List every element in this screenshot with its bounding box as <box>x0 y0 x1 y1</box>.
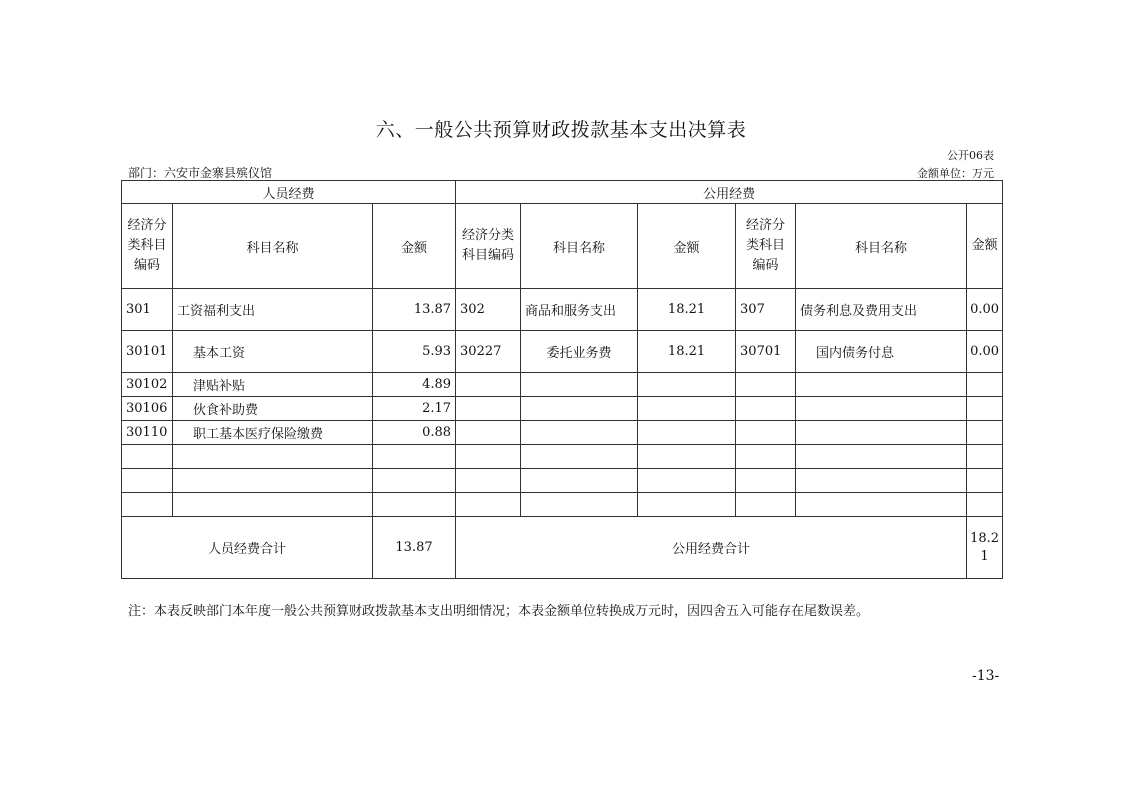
header-personnel-name: 科目名称 <box>173 204 373 289</box>
cell-personnel-amount: 5.93 <box>373 331 456 373</box>
cell-empty <box>456 373 521 397</box>
cell-public-amount-1: 18.21 <box>638 331 736 373</box>
footnote: 注：本表反映部门本年度一般公共预算财政拨款基本支出明细情况；本表金额单位转换成万元时，因四舍五入可能存在尾数误差。 <box>128 604 870 619</box>
cell-empty <box>796 397 967 421</box>
cell-personnel-amount: 2.17 <box>373 397 456 421</box>
cell-empty <box>521 397 638 421</box>
cell-personnel-amount: 0.88 <box>373 421 456 445</box>
cell-empty <box>967 421 1003 445</box>
cell-empty <box>638 397 736 421</box>
form-number: 公开06表 <box>947 149 994 162</box>
cell-personnel-name: 伙食补助费 <box>173 397 373 421</box>
cell-empty <box>967 373 1003 397</box>
cell-public-name-1: 商品和服务支出 <box>521 289 638 331</box>
group-personnel: 人员经费 <box>122 181 456 204</box>
cell-public-name-2: 债务利息及费用支出 <box>796 289 967 331</box>
cell-public-name-2: 国内债务付息 <box>796 331 967 373</box>
cell-personnel-code: 301 <box>122 289 173 331</box>
department-label: 部门：六安市金寨县殡仪馆 <box>128 166 273 180</box>
cell-public-code-1: 30227 <box>456 331 521 373</box>
cell-personnel-name: 津贴补贴 <box>173 373 373 397</box>
cell-empty <box>638 373 736 397</box>
unit-label: 金额单位：万元 <box>917 167 994 180</box>
cell-personnel-name: 工资福利支出 <box>173 289 373 331</box>
cell-empty <box>456 421 521 445</box>
table-row <box>122 331 1003 373</box>
cell-empty <box>521 421 638 445</box>
cell-empty <box>736 373 796 397</box>
table-row-empty <box>122 445 1003 469</box>
page-number: -13- <box>972 668 1000 684</box>
cell-personnel-code: 30102 <box>122 373 173 397</box>
cell-empty <box>638 421 736 445</box>
table-row <box>122 373 1003 397</box>
public-total-label: 公用经费合计 <box>456 517 967 579</box>
group-public: 公用经费 <box>456 181 1003 204</box>
personnel-total-label: 人员经费合计 <box>122 517 373 579</box>
page-title: 六、一般公共预算财政拨款基本支出决算表 <box>375 119 747 141</box>
personnel-total-amount: 13.87 <box>373 517 456 579</box>
header-public-name-2: 科目名称 <box>796 204 967 289</box>
header-public-amount-1: 金额 <box>638 204 736 289</box>
column-header-row <box>122 204 1003 289</box>
totals-row <box>122 517 1003 579</box>
cell-public-amount-2: 0.00 <box>967 331 1003 373</box>
table-row <box>122 421 1003 445</box>
cell-public-amount-1: 18.21 <box>638 289 736 331</box>
cell-empty <box>967 397 1003 421</box>
cell-personnel-code: 30106 <box>122 397 173 421</box>
header-personnel-code: 经济分类科目编码 <box>122 204 173 289</box>
header-public-name-1: 科目名称 <box>521 204 638 289</box>
header-personnel-amount: 金额 <box>373 204 456 289</box>
cell-public-amount-2: 0.00 <box>967 289 1003 331</box>
group-header-row <box>122 181 1003 204</box>
cell-public-code-1: 302 <box>456 289 521 331</box>
header-public-amount-2: 金额 <box>967 204 1003 289</box>
cell-personnel-code: 30101 <box>122 331 173 373</box>
cell-personnel-name: 职工基本医疗保险缴费 <box>173 421 373 445</box>
table-row-empty <box>122 469 1003 493</box>
cell-public-code-2: 307 <box>736 289 796 331</box>
cell-empty <box>456 397 521 421</box>
table-row <box>122 289 1003 331</box>
table-row <box>122 397 1003 421</box>
cell-empty <box>736 421 796 445</box>
table-row-empty <box>122 493 1003 517</box>
cell-personnel-amount: 4.89 <box>373 373 456 397</box>
public-total-amount: 18.21 <box>967 517 1003 579</box>
cell-personnel-name: 基本工资 <box>173 331 373 373</box>
header-public-code-1: 经济分类科目编码 <box>456 204 521 289</box>
cell-personnel-code: 30110 <box>122 421 173 445</box>
cell-public-code-2: 30701 <box>736 331 796 373</box>
header-public-code-2: 经济分类科目编码 <box>736 204 796 289</box>
cell-empty <box>796 373 967 397</box>
cell-empty <box>736 397 796 421</box>
cell-empty <box>521 373 638 397</box>
cell-public-name-1: 委托业务费 <box>521 331 638 373</box>
cell-personnel-amount: 13.87 <box>373 289 456 331</box>
cell-empty <box>796 421 967 445</box>
expenditure-table <box>121 180 1003 579</box>
